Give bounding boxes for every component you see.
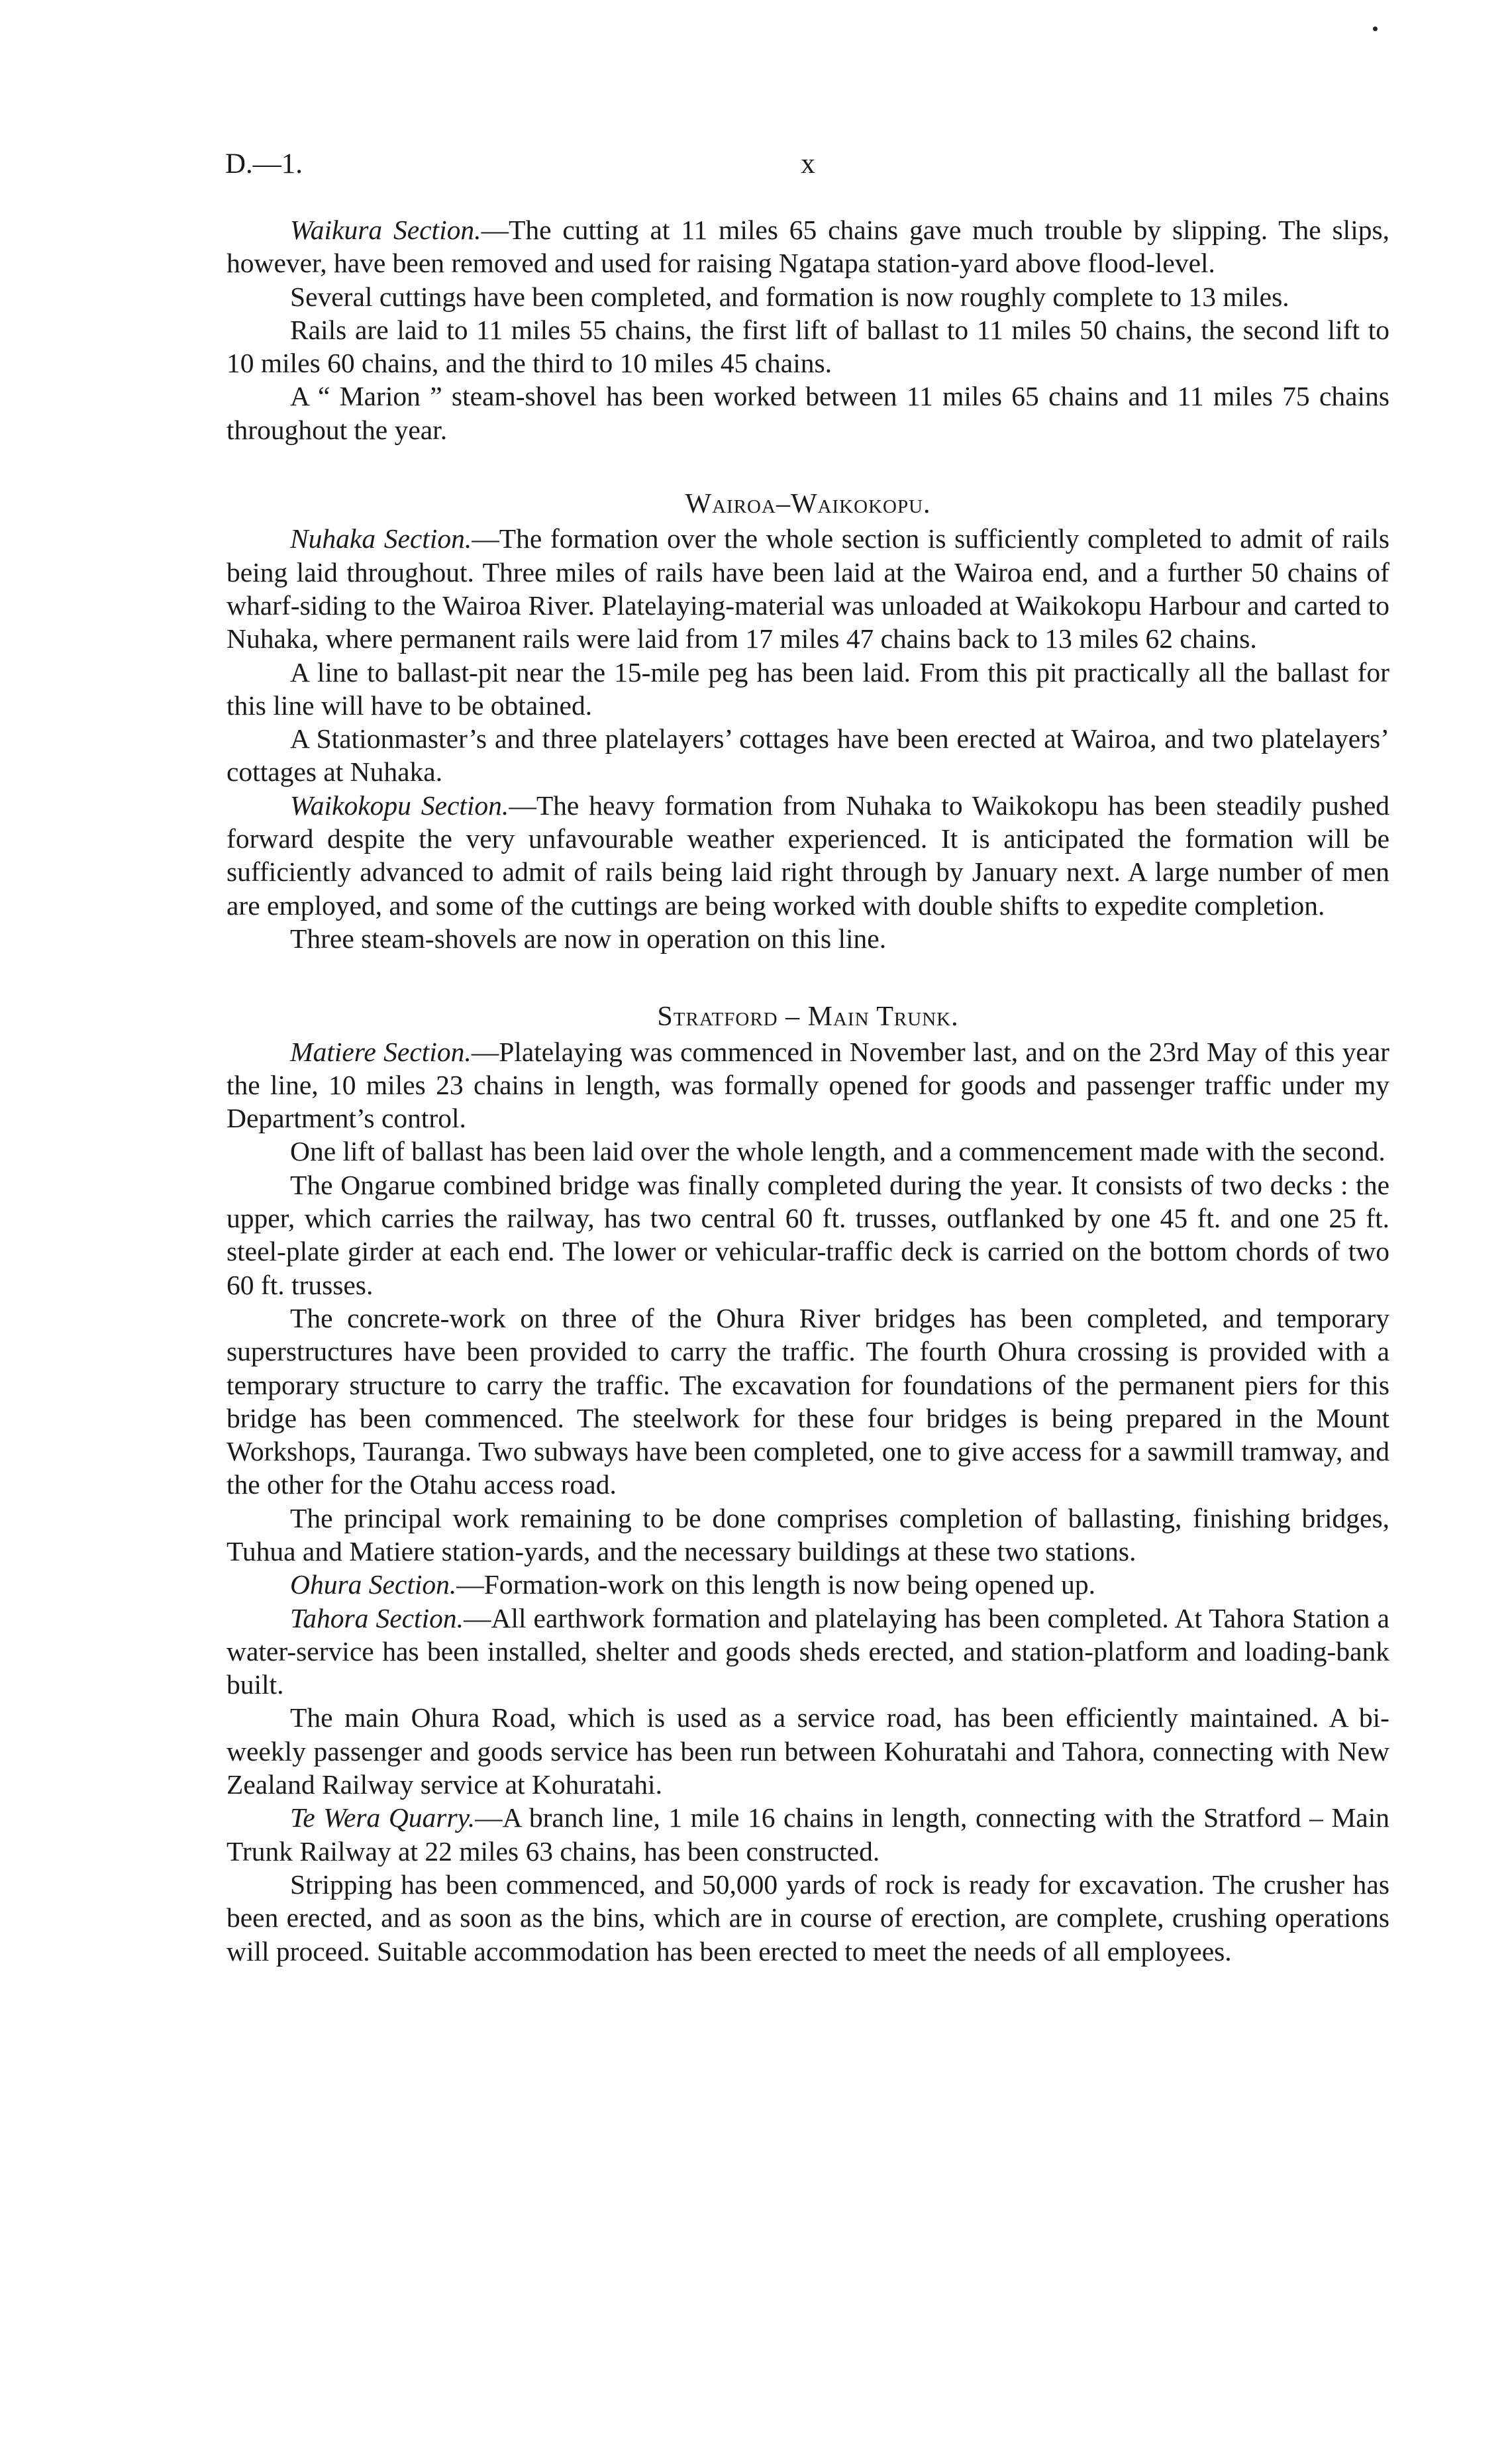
paragraph-text: The Ongarue combined bridge was finally completed during the year. It consists of two decks : the upper, which carries the railway, has two central 60 ft. trusses, outflanked by one 45 ft. and one 25 ft. steel-plate girder at each end. The lower or vehicular-traffic deck is carried on the bottom chords of two 60 ft. trusses. <box>226 1169 1389 1300</box>
paragraph <box>226 522 1389 655</box>
paragraph <box>226 1602 1389 1702</box>
paragraph <box>226 1801 1389 1868</box>
section-title: Tahora Section. <box>290 1602 464 1633</box>
paragraph <box>226 1168 1389 1302</box>
section-title: Te Wera Quarry. <box>290 1802 476 1833</box>
section-title: Waikokopu Section. <box>290 790 509 821</box>
paragraph-text: —All earthwork formation and platelaying has been completed. At Tahora Station a water-service has been installed, shelter and goods sheds erected, and station-platform and loading-bank built. <box>226 1602 1389 1700</box>
paragraph-text: —The formation over the whole section is sufficiently completed to admit of rails being laid throughout. Three miles of rails have been laid at the Wairoa end, and a further 50 chains of wharf-siding to the Wairoa River. Platelaying-material was unloaded at Waikokopu Harbour and carted to Nuhaka, where permanent rails were laid from 17 miles 47 chains back to 13 miles 62 chains. <box>226 523 1389 654</box>
paragraph-text: The concrete-work on three of the Ohura River bridges has been completed, and temporary superstructures have been provided to carry the traffic. The fourth Ohura crossing is provided with a temporary structure to carry the traffic. The excavation for foundations of the permanent piers for this bridge has been commenced. The steelwork for these four bridges is being prepared in the Mount Workshops, Tauranga. Two subways have been completed, one to give access for a sawmill tramway, and the other for the Otahu access road. <box>226 1302 1389 1500</box>
section-title: Matiere Section. <box>290 1036 472 1067</box>
paragraph-text: One lift of ballast has been laid over the whole length, and a commencement made with the second. <box>290 1136 1385 1167</box>
paragraph-text: The principal work remaining to be done comprises completion of ballasting, finishing bridges, Tuhua and Matiere station-yards, and the necessary buildings at these two stations. <box>226 1502 1389 1566</box>
paragraph <box>226 1135 1389 1168</box>
stray-mark <box>1373 26 1378 31</box>
paragraph <box>226 1701 1389 1801</box>
paragraph-text: Three steam-shovels are now in operation on this line. <box>290 923 887 954</box>
paragraph-text: The main Ohura Road, which is used as a service road, has been efficiently maintained. A bi-weekly passenger and goods service has been run between Kohuratahi and Tahora, connecting with New Zealand Railway service at Kohuratahi. <box>226 1702 1389 1800</box>
paragraph <box>226 213 1389 280</box>
section-title: Nuhaka Section. <box>290 523 472 554</box>
paragraph-text: Stripping has been commenced, and 50,000 yards of rock is ready for excavation. The crusher has been erected, and as soon as the bins, which are in course of erection, are complete, crushing operations will proceed. Suitable accommodation has been erected to meet the needs of all employees. <box>226 1869 1389 1967</box>
paragraph <box>226 722 1389 789</box>
paragraph <box>226 1568 1389 1601</box>
page-content <box>226 213 1389 1968</box>
paragraph-text: —The heavy formation from Nuhaka to Waikokopu has been steadily pushed forward despite the very unfavourable weather experienced. It is anticipated the formation will be sufficiently advanced to admit of rails being laid right through by January next. A large number of men are employed, and some of the cuttings are being worked with double shifts to expedite completion. <box>226 790 1389 921</box>
page-number: x <box>801 148 815 180</box>
paragraph-text: —Formation-work on this length is now being opened up. <box>456 1569 1096 1600</box>
paragraph <box>226 1302 1389 1502</box>
paragraph-text: —A branch line, 1 mile 16 chains in length, connecting with the Stratford – Main Trunk Railway at 22 miles 63 chains, has been constructed. <box>226 1802 1390 1867</box>
paragraph <box>226 280 1389 313</box>
paragraph <box>226 656 1389 723</box>
section-title: Ohura Section. <box>290 1569 457 1600</box>
paragraph-text: A “ Marion ” steam-shovel has been worked between 11 miles 65 chains and 11 miles 75 chains throughout the year. <box>226 381 1389 445</box>
section-waikura <box>226 213 1389 446</box>
section-heading: Wairoa–Waikokopu. <box>685 489 931 520</box>
section-stratford-main-trunk <box>226 1000 1389 1968</box>
paragraph <box>226 1502 1389 1568</box>
paragraph <box>226 922 1389 955</box>
paragraph <box>226 1868 1389 1968</box>
paragraph-text: Rails are laid to 11 miles 55 chains, the first lift of ballast to 11 miles 50 chains, the second lift to 10 miles 60 chains, and the third to 10 miles 45 chains. <box>226 314 1389 379</box>
paragraph-text: A line to ballast-pit near the 15-mile peg has been laid. From this pit practically all the ballast for this line will have to be obtained. <box>226 656 1389 721</box>
document-reference: D.—1. <box>225 148 303 180</box>
paragraph-text: —Platelaying was commenced in November last, and on the 23rd May of this year the line, 10 miles 23 chains in length, was formally opened for goods and passenger traffic under my Department’s control. <box>226 1036 1389 1134</box>
page-header <box>225 144 1391 184</box>
paragraph-text: —The cutting at 11 miles 65 chains gave much trouble by slipping. The slips, however, have been removed and used for raising Ngatapa station-yard above flood-level. <box>226 215 1390 279</box>
paragraph-text: Several cuttings have been completed, and formation is now roughly complete to 13 miles. <box>290 281 1289 312</box>
paragraph <box>226 1035 1389 1135</box>
paragraph <box>226 789 1389 922</box>
section-title: Waikura Section. <box>290 215 481 245</box>
paragraph <box>226 313 1389 380</box>
section-heading: Stratford – Main Trunk. <box>657 1001 959 1033</box>
paragraph-text: A Stationmaster’s and three platelayers’ cottages have been erected at Wairoa, and two platelayers’ cottages at Nuhaka. <box>226 723 1389 788</box>
section-wairoa-waikokopu <box>226 488 1389 955</box>
paragraph <box>226 380 1389 446</box>
